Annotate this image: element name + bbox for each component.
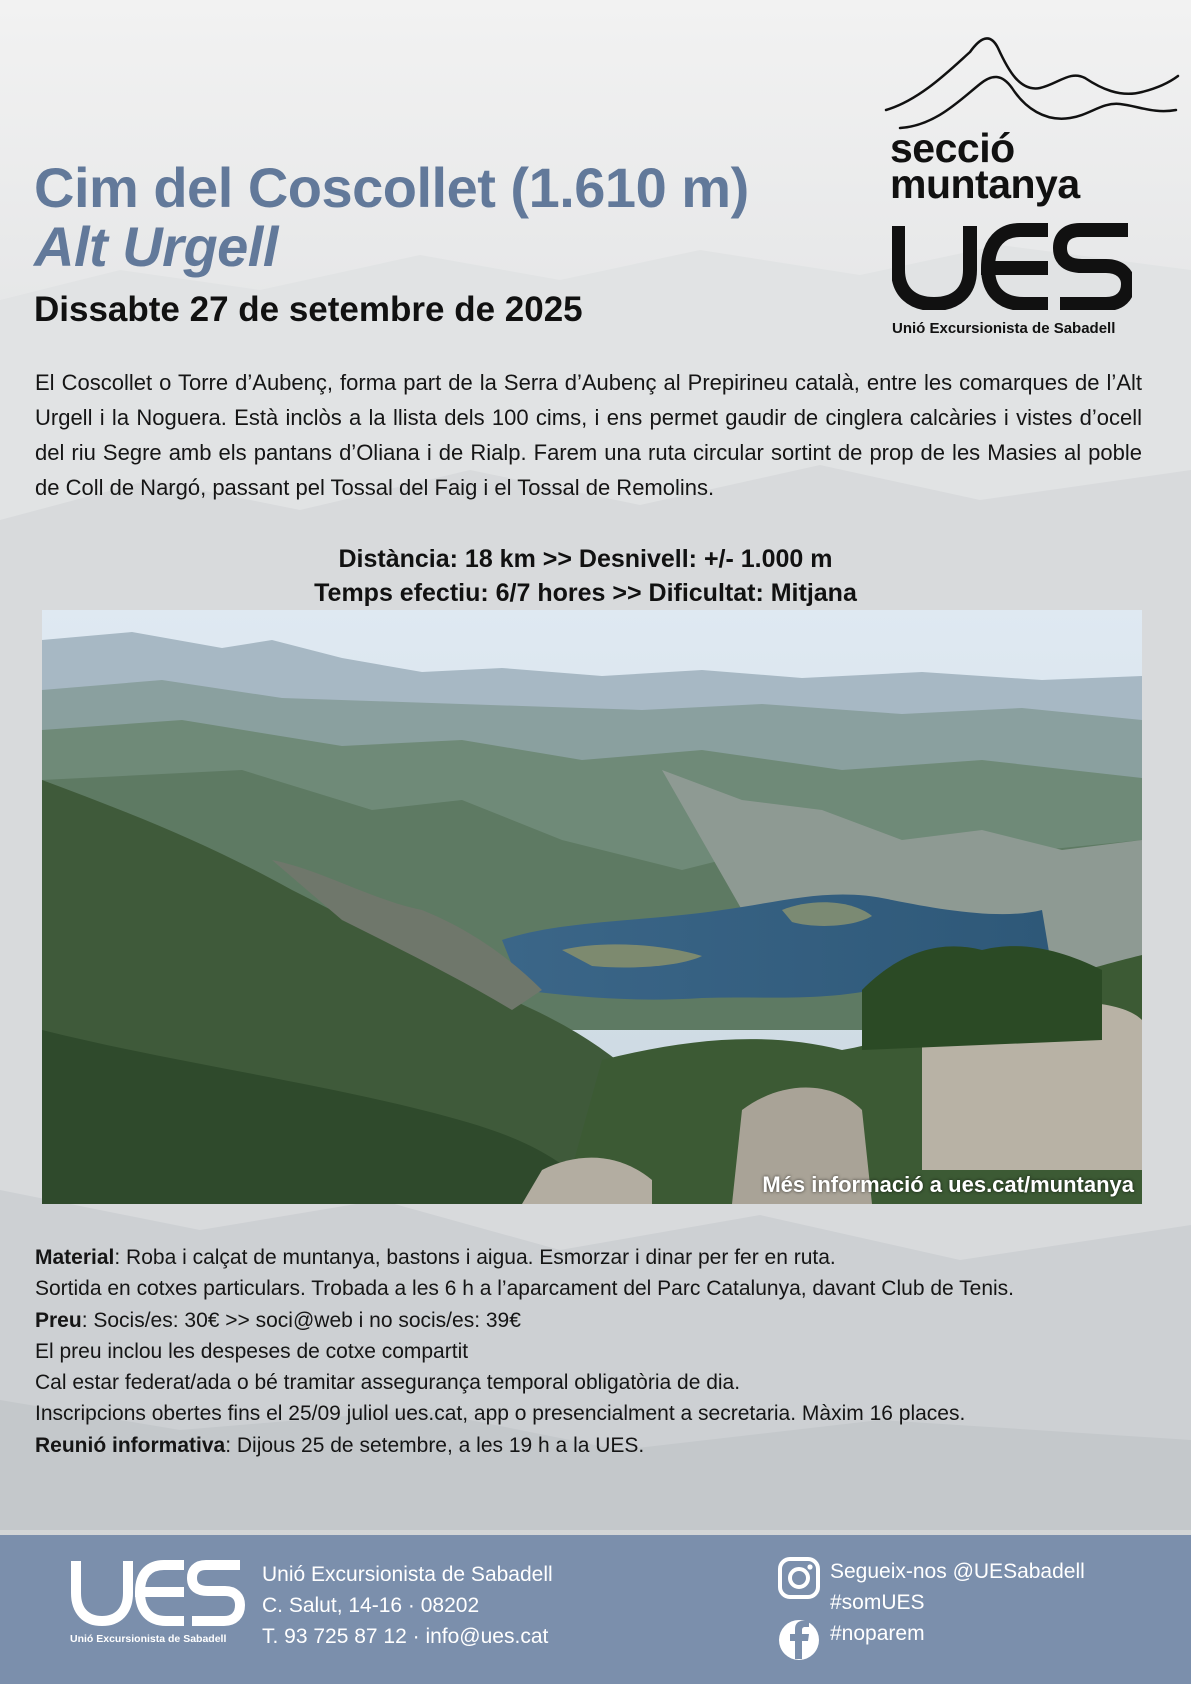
landscape-illustration	[42, 610, 1142, 1204]
preu-text: : Socis/es: 30€ >> soci@web i no socis/es: 39€	[81, 1308, 521, 1332]
logo-muntanya-text: muntanya	[890, 161, 1080, 207]
reunio-line	[35, 1430, 1014, 1461]
reunio-text: : Dijous 25 de setembre, a les 19 h a la UES.	[225, 1433, 645, 1457]
footer-logo-caption: Unió Excursionista de Sabadell	[70, 1633, 227, 1645]
material-text: : Roba i calçat de muntanya, bastons i aigua. Esmorzar i dinar per fer en ruta.	[114, 1246, 836, 1269]
preu-label: Preu	[35, 1308, 82, 1332]
route-stats	[0, 542, 1171, 610]
intro-paragraph: El Coscollet o Torre d’Aubenç, forma part de la Serra d’Aubenç al Prepirineu català, entre les comarques de l’Alt Urgell i la Noguera. Està inclòs a la llista dels 100 cims, i ens permet gaudir de cinglera calcàries i vistes d’ocell del riu Segre amb els pantans d’Oliana i de Rialp. Farem una ruta circular sortint de prop de les Masies al poble de Coll de Nargó, passant pel Tossal del Faig i el Tossal de Remolins.	[35, 370, 1142, 500]
title-block	[34, 158, 749, 276]
details-block	[35, 1242, 1014, 1461]
logo-seccio-text: secció	[890, 125, 1015, 171]
landscape-photo	[42, 610, 1142, 1204]
footer-hashtag-noparem: #noparem	[830, 1622, 925, 1645]
photo-caption: Més informació a ues.cat/muntanya	[762, 1172, 1134, 1197]
footer-ues-logo-icon	[70, 1557, 245, 1627]
seccio-muntanya-logo	[880, 30, 1180, 350]
inscripcions-line: Inscripcions obertes fins el 25/09 juliol ues.cat, app o presencialment a secretaria. Màxim 16 places.	[35, 1402, 966, 1426]
footer-social-follow[interactable]: Segueix-nos @UESabadell	[830, 1560, 1085, 1583]
page-title: Cim del Coscollet (1.610 m)	[34, 156, 749, 219]
material-label: Material	[35, 1246, 115, 1269]
stats-distance-line: Distància: 18 km >> Desnivell: +/- 1.000 m	[338, 545, 833, 573]
footer-address: C. Salut, 14-16 · 08202	[262, 1594, 480, 1617]
logo-caption: Unió Excursionista de Sabadell	[892, 320, 1116, 337]
federat-line: Cal estar federat/ada o bé tramitar assegurança temporal obligatòria de dia.	[35, 1371, 741, 1395]
mountain-lines-icon	[880, 30, 1180, 140]
page-subtitle: Alt Urgell	[34, 215, 278, 278]
preu-line	[35, 1305, 1014, 1336]
footer-social-icons	[776, 1555, 824, 1665]
footer-contact	[262, 1559, 553, 1652]
facebook-icon[interactable]	[779, 1620, 819, 1660]
instagram-icon[interactable]	[780, 1559, 818, 1597]
sortida-line: Sortida en cotxes particulars. Trobada a les 6 h a l’aparcament del Parc Catalunya, davant Club de Tenis.	[35, 1277, 1015, 1301]
material-line	[35, 1242, 1014, 1273]
footer-hashtag-somues: #somUES	[830, 1591, 925, 1614]
footer-phone-email: T. 93 725 87 12 · info@ues.cat	[262, 1625, 549, 1648]
stats-time-line: Temps efectiu: 6/7 hores >> Dificultat: Mitjana	[314, 579, 857, 607]
reunio-label: Reunió informativa	[35, 1433, 226, 1457]
preu-inclou-line: El preu inclou les despeses de cotxe compartit	[35, 1339, 469, 1363]
footer-org-name: Unió Excursionista de Sabadell	[262, 1563, 553, 1586]
footer-social	[830, 1556, 1085, 1649]
event-date: Dissabte 27 de setembre de 2025	[34, 290, 583, 329]
footer	[0, 1535, 1191, 1684]
ues-logo-icon	[892, 220, 1132, 310]
